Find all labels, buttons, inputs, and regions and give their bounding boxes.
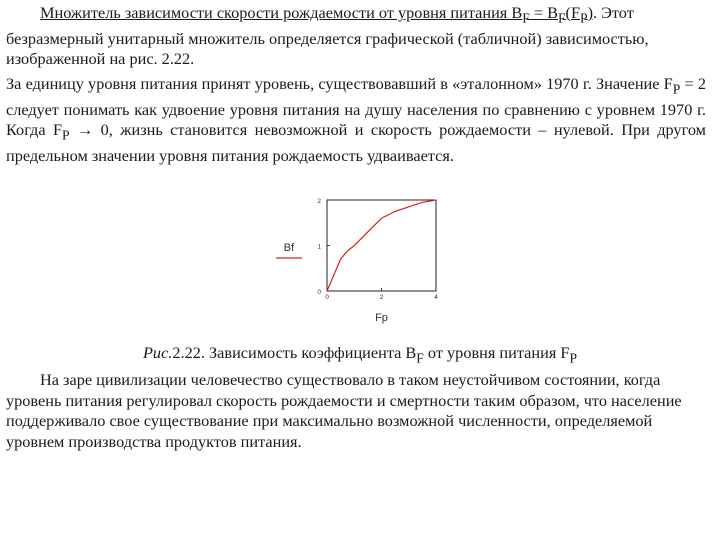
x-tick-label: 4 (434, 294, 438, 301)
plot-frame (327, 200, 436, 291)
x-tick-label: 2 (379, 294, 384, 301)
underlined-term: Множитель зависимости скорости рождаемости от уровня питания $B_F = B_F(F_P)$ (40, 3, 594, 26)
y-tick-label: 0 (317, 289, 321, 296)
x-axis-label: Fp (375, 312, 388, 324)
series-line-bf (327, 200, 436, 291)
figure-caption: Рис.2.22. Зависимость коэффициента $B_F$ от уровня питания $F_P$ (142, 343, 577, 366)
legend-label: Bf (283, 242, 295, 254)
y-tick-label: 2 (317, 198, 321, 205)
paragraph-unit-definition: За единицу уровня питания принят уровень, существовавший в «эталонном» 1970 г. Значение $F_P = 2$ следует понимать как удвоение уровня питания на душу населения по сравнению с уровнем 1970 г. Когда $F_P \to 0$, жизнь становится невозможной и скорость рождаемости – нулевой. При другом предельном значении уровня питания рождаемость удваивается. (6, 74, 706, 165)
x-tick-label: 0 (325, 294, 329, 301)
paragraph-civilization: На заре цивилизации человечество существовало в таком неустойчивом состоянии, когда уровень питания регулировал скорость рождаемости и смертности таким образом, что население поддерживало свое существование при максимально возможной численности, определяемой уровнем производства продуктов питания. (6, 370, 682, 451)
y-tick-label: 1 (317, 243, 321, 251)
paragraph-intro: Множитель зависимости скорости рождаемости от уровня питания $B_F = B_F(F_P)$. Этот безразмерный унитарный множитель определяется графической (табличной) зависимостью, изображенной на рис. 2.22. (6, 3, 649, 69)
